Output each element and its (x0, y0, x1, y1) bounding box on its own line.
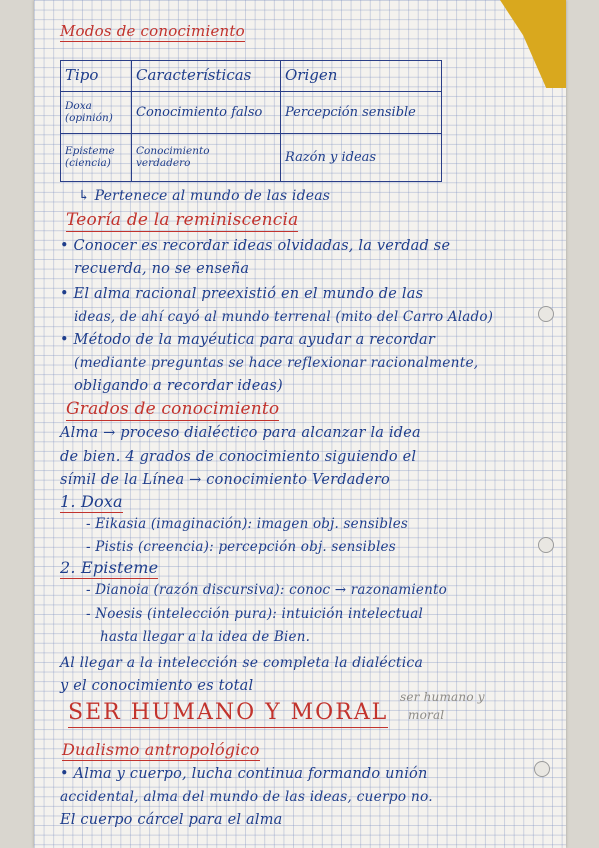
cell-caracteristicas (132, 134, 281, 182)
episteme-item: - Dianoia (razón discursiva): conoc → razonamiento (86, 582, 447, 598)
teoria-line: recuerda, no se enseña (74, 261, 250, 277)
teoria-line: • Conocer es recordar ideas olvidadas, la verdad se (60, 238, 451, 254)
cell-caracteristicas-sub: verdadero (136, 156, 191, 169)
cell-caracteristicas (132, 92, 281, 134)
episteme-item: hasta llegar a la idea de Bien. (100, 629, 311, 645)
grados-intro-line: símil de la Línea → conocimiento Verdadero (60, 472, 390, 488)
dualismo-line: accidental, alma del mundo de las ideas, cuerpo no. (60, 789, 433, 805)
doxa-label-text: 1. Doxa (60, 492, 123, 511)
header-origen: Origen (281, 61, 442, 92)
header-tipo: Tipo (61, 61, 132, 92)
heading-grados: Grados de conocimiento (66, 399, 280, 419)
doxa-label (60, 492, 123, 511)
cell-origen: Percepción sensible (281, 92, 442, 134)
grados-closing-line: y el conocimiento es total (60, 678, 254, 694)
cell-tipo (61, 134, 132, 182)
teoria-line: (mediante preguntas se hace reflexionar racionalmente, (74, 355, 479, 371)
dualismo-line: El cuerpo cárcel para el alma (60, 812, 283, 828)
cell-origen: Razón y ideas (281, 134, 442, 182)
teoria-line: ideas, de ahí cayó al mundo terrenal (mito del Carro Alado) (74, 309, 494, 325)
cell-tipo-sub: (ciencia) (65, 156, 111, 169)
cell-tipo-name: Episteme (65, 145, 115, 158)
episteme-label-text: 2. Episteme (60, 558, 159, 577)
punch-hole (534, 761, 550, 777)
doxa-item: - Eikasia (imaginación): imagen obj. sensibles (86, 516, 409, 532)
cell-caracteristicas-text: Conocimiento (136, 145, 210, 158)
pencil-note: ser humano y (400, 690, 485, 704)
header-caracteristicas: Características (132, 61, 281, 92)
grados-closing-line: Al llegar a la intelección se completa la dialéctica (60, 655, 423, 671)
teoria-line: • El alma racional preexistió en el mundo de las (60, 286, 424, 302)
table-row (61, 134, 442, 182)
page-title: Modos de conocimiento (60, 22, 245, 40)
grados-intro-line: Alma → proceso dialéctico para alcanzar la idea (60, 425, 421, 441)
teoria-line: • Método de la mayéutica para ayudar a recordar (60, 332, 436, 348)
dualismo-line: • Alma y cuerpo, lucha continua formando unión (60, 766, 428, 782)
table-row (61, 92, 442, 134)
section-title: SER HUMANO Y MORAL (68, 700, 388, 728)
heading-dualismo: Dualismo antropológico (62, 740, 260, 759)
teoria-line: obligando a recordar ideas) (74, 378, 283, 394)
cell-tipo-name: Doxa (65, 100, 92, 113)
punch-hole (538, 306, 554, 322)
heading-teoria: Teoría de la reminiscencia (66, 210, 299, 230)
table-note: ↳ Pertenece al mundo de las ideas (78, 188, 331, 204)
doxa-item: - Pistis (creencia): percepción obj. sensibles (86, 539, 396, 555)
pencil-note: moral (408, 708, 445, 722)
cell-tipo-sub: (opinión) (65, 111, 113, 124)
table-header-row (61, 61, 442, 92)
episteme-item: - Noesis (intelección pura): intuición intelectual (86, 606, 423, 622)
cell-caracteristicas-text: Conocimiento falso (136, 104, 263, 120)
punch-hole (538, 537, 554, 553)
cell-tipo (61, 92, 132, 134)
knowledge-table (60, 60, 442, 182)
episteme-label (60, 558, 158, 577)
grados-intro-line: de bien. 4 grados de conocimiento siguiendo el (60, 449, 417, 465)
